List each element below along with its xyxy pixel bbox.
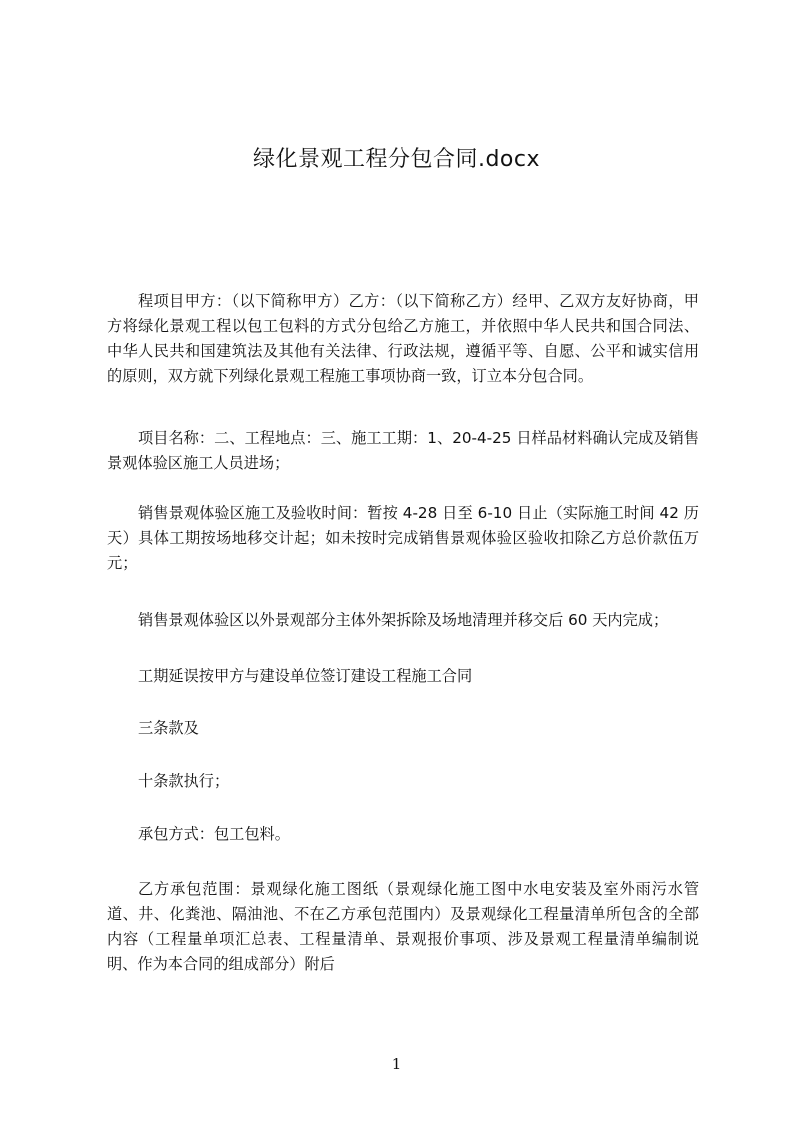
document-title: 绿化景观工程分包合同.docx	[252, 147, 541, 172]
page-number: 1	[391, 1055, 402, 1073]
paragraph-handover: 销售景观体验区以外景观部分主体外架拆除及场地清理并移交后 60 天内完成；	[138, 611, 669, 629]
paragraph-parties: 程项目甲方：（以下简称甲方）乙方：（以下简称乙方）经甲、乙双方友好协商，甲方将绿化景观工程以包工包料的方式分包给乙方施工，并依照中华人民共和国合同法、中华人民共和国建筑法及其他有关法律、行政法规，遵循平等、自愿、公平和诚实信用的原则，双方就下列绿化景观工程施工事项协商一致，订立本分包合同。	[107, 292, 699, 385]
paragraph-contract-method: 承包方式：包工包料。	[138, 825, 290, 843]
paragraph-project-schedule: 项目名称：二、工程地点：三、施工工期：1、20-4-25 日样品材料确认完成及销售景观体验区施工人员进场；	[107, 429, 699, 472]
paragraph-acceptance-time: 销售景观体验区施工及验收时间：暂按 4-28 日至 6-10 日止（实际施工时间 42 历天）具体工期按场地移交计起；如未按时完成销售景观体验区验收扣除乙方总价款伍万元；	[107, 504, 699, 572]
paragraph-delay: 工期延误按甲方与建设单位签订建设工程施工合同	[138, 667, 473, 685]
paragraph-scope: 乙方承包范围：景观绿化施工图纸（景观绿化施工图中水电安装及室外雨污水管道、井、化粪池、隔油池、不在乙方承包范围内）及景观绿化工程量清单所包含的全部内容（工程量单项汇总表、工程量清单、景观报价事项、涉及景观工程量清单编制说明、作为本合同的组成部分）附后	[107, 880, 699, 973]
paragraph-clause-three: 三条款及	[138, 719, 199, 737]
paragraph-clause-ten: 十条款执行；	[138, 772, 230, 790]
